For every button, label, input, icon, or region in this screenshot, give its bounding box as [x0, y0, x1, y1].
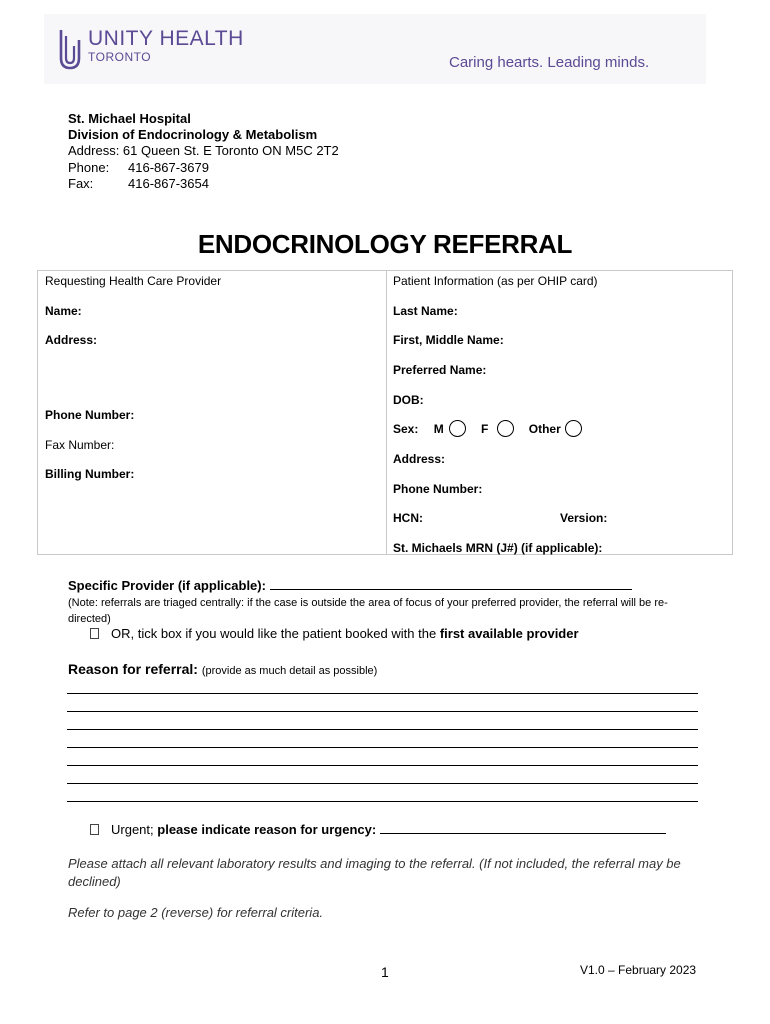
hospital-info	[68, 111, 339, 192]
reason-line[interactable]	[67, 783, 698, 784]
sex-other-label: Other	[528, 422, 561, 436]
logo-line2: TORONTO	[88, 50, 152, 64]
reason-line[interactable]	[67, 747, 698, 748]
reason-hint: (provide as much detail as possible)	[201, 665, 378, 677]
hospital-phone: 416-867-3679	[128, 159, 209, 175]
specific-provider-label: Specific Provider (if applicable):	[68, 578, 266, 593]
attach-note: Please attach all relevant laboratory results and imaging to the referral. (If not included, the referral may be declined)	[68, 856, 681, 889]
reason-line[interactable]	[67, 693, 698, 694]
first-available-option	[90, 626, 579, 641]
sex-other-radio[interactable]	[565, 420, 582, 437]
hospital-name: St. Michael Hospital	[68, 111, 191, 126]
sex-label: Sex:	[393, 422, 419, 436]
reason-line[interactable]	[67, 765, 698, 766]
reason-line[interactable]	[67, 729, 698, 730]
sex-m-label: M	[433, 422, 444, 436]
patient-heading: Patient Information (as per OHIP card)	[393, 274, 598, 288]
urgent-option	[90, 822, 666, 837]
patient-mrn-field[interactable]: St. Michaels MRN (J#) (if applicable):	[393, 541, 603, 555]
reason-line[interactable]	[67, 801, 698, 802]
fax-label: Fax:	[68, 175, 94, 191]
unity-health-logo	[58, 28, 244, 72]
urgent-prefix: Urgent;	[111, 822, 154, 837]
refer-note: Refer to page 2 (reverse) for referral criteria.	[68, 905, 324, 920]
division-name: Division of Endocrinology & Metabolism	[68, 127, 318, 143]
first-available-checkbox[interactable]	[90, 628, 99, 639]
reason-line[interactable]	[67, 711, 698, 712]
column-divider	[386, 271, 387, 554]
version-label: V1.0 – February 2023	[580, 963, 697, 977]
patient-dob-field[interactable]: DOB:	[393, 393, 424, 407]
provider-name-field[interactable]: Name:	[45, 304, 82, 318]
page-number: 1	[381, 964, 389, 980]
reason-label: Reason for referral:	[68, 661, 198, 677]
patient-phone-field[interactable]: Phone Number:	[393, 482, 483, 496]
hospital-fax: 416-867-3654	[128, 175, 209, 191]
provider-phone-field[interactable]: Phone Number:	[45, 408, 135, 422]
specific-provider-field[interactable]	[68, 578, 632, 593]
provider-heading: Requesting Health Care Provider	[45, 274, 222, 288]
tagline: Caring hearts. Leading minds.	[449, 54, 650, 71]
urgent-checkbox[interactable]	[90, 824, 99, 835]
provider-fax-field[interactable]: Fax Number:	[45, 438, 115, 452]
hospital-address: Address: 61 Queen St. E Toronto ON M5C 2T2	[68, 143, 339, 159]
specific-provider-line[interactable]	[270, 579, 632, 590]
sex-f-label: F	[481, 422, 489, 436]
patient-address-field[interactable]: Address:	[393, 452, 446, 466]
patient-version-field[interactable]: Version:	[560, 511, 608, 525]
patient-first-middle-field[interactable]: First, Middle Name:	[393, 333, 504, 347]
urgent-bold: please indicate reason for urgency:	[157, 822, 377, 837]
patient-preferred-name-field[interactable]: Preferred Name:	[393, 363, 487, 377]
page-title: ENDOCRINOLOGY REFERRAL	[197, 229, 573, 259]
first-available-bold: first available provider	[439, 626, 579, 641]
phone-label: Phone:	[68, 159, 110, 175]
unity-health-logo-icon	[58, 28, 82, 72]
referral-form-box	[37, 270, 733, 555]
sex-m-radio[interactable]	[449, 420, 466, 437]
reason-heading	[68, 661, 377, 677]
provider-address-field[interactable]: Address:	[45, 333, 98, 347]
first-available-text: OR, tick box if you would like the patient booked with the	[111, 626, 437, 641]
patient-sex-field	[393, 422, 582, 437]
patient-last-name-field[interactable]: Last Name:	[393, 304, 458, 318]
patient-hcn-field[interactable]: HCN:	[393, 511, 423, 525]
triage-note: (Note: referrals are triaged centrally: if the case is outside the area of focus of your preferred provider, the referral will be re-directed)	[68, 597, 668, 625]
urgency-reason-line[interactable]	[380, 823, 666, 834]
logo-line1: UNITY HEALTH	[88, 27, 244, 50]
sex-f-radio[interactable]	[497, 420, 514, 437]
provider-billing-field[interactable]: Billing Number:	[45, 467, 135, 481]
